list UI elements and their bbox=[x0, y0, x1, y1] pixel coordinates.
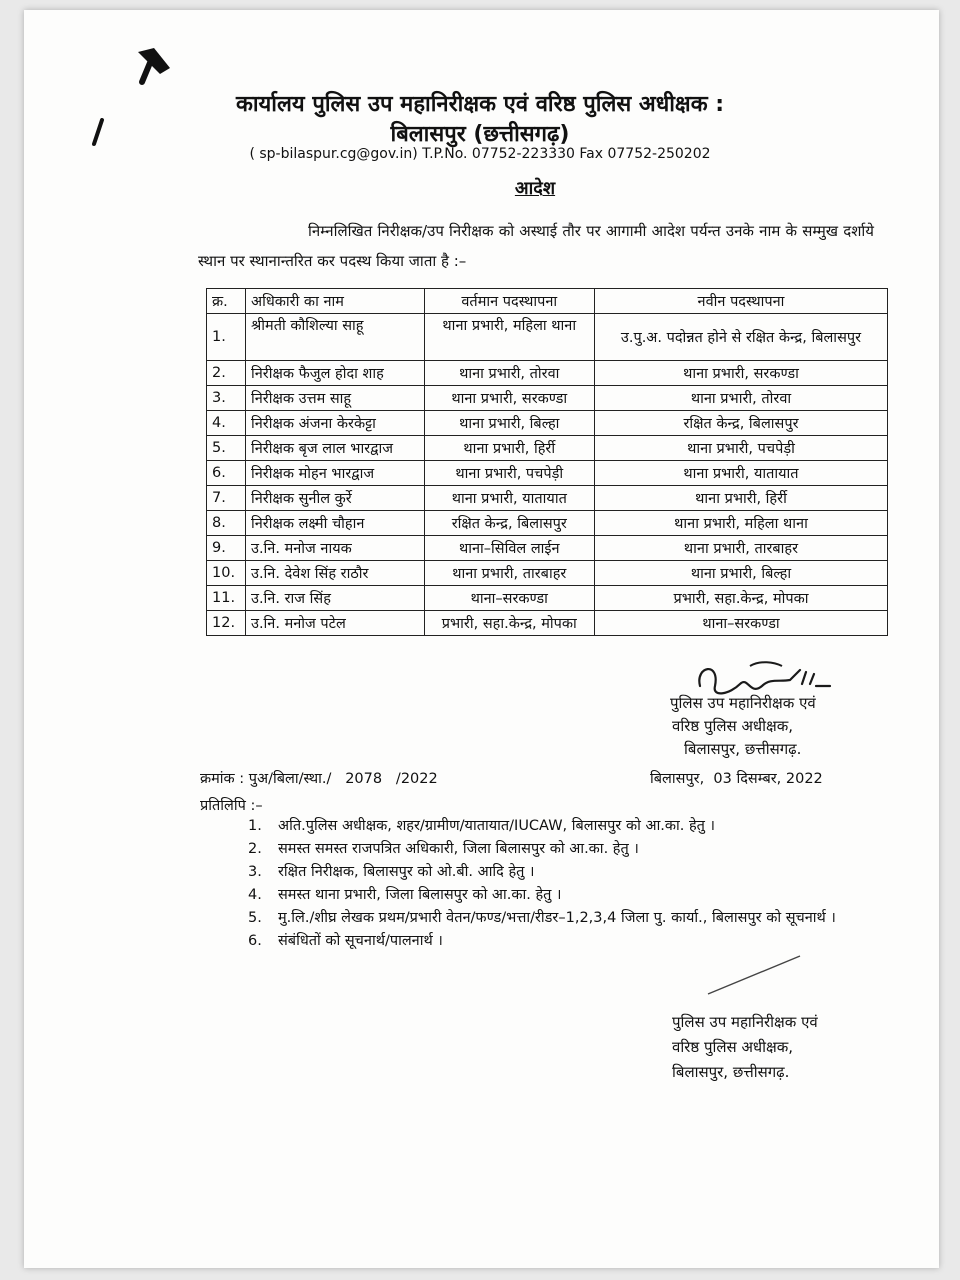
signature-designation: पुलिस उप महानिरीक्षक एवं bbox=[672, 1013, 818, 1031]
row-serial: 4. bbox=[207, 411, 246, 436]
row-new: प्रभारी, सहा.केन्द्र, मोपका bbox=[594, 586, 887, 611]
list-item bbox=[248, 861, 878, 884]
row-new: थाना प्रभारी, पचपेड़ी bbox=[594, 436, 887, 461]
row-serial: 6. bbox=[207, 461, 246, 486]
col-header-current: वर्तमान पदस्थापना bbox=[424, 289, 594, 314]
row-name: उ.नि. मनोज पटेल bbox=[246, 611, 425, 636]
table-row bbox=[207, 361, 888, 386]
row-new: थाना प्रभारी, सरकण्डा bbox=[594, 361, 887, 386]
table-header-row bbox=[207, 289, 888, 314]
row-new: थाना प्रभारी, तारबाहर bbox=[594, 536, 887, 561]
row-current: थाना प्रभारी, महिला थाना bbox=[424, 314, 594, 361]
office-city: बिलासपुर (छत्तीसगढ़) bbox=[390, 122, 570, 147]
list-item-number: 1. bbox=[248, 818, 262, 834]
row-name: निरीक्षक फैजुल होदा शाह bbox=[246, 361, 425, 386]
row-name: उ.नि. मनोज नायक bbox=[246, 536, 425, 561]
list-item-text: समस्त समस्त राजपत्रित अधिकारी, जिला बिलासपुर को आ.का. हेतु । bbox=[278, 841, 639, 857]
row-serial: 9. bbox=[207, 536, 246, 561]
list-item-number: 5. bbox=[248, 910, 262, 926]
row-serial: 3. bbox=[207, 386, 246, 411]
order-date: बिलासपुर, 03 दिसम्बर, 2022 bbox=[650, 771, 823, 787]
signature-block-2 bbox=[672, 1010, 818, 1085]
row-current: थाना प्रभारी, सरकण्डा bbox=[424, 386, 594, 411]
table-row bbox=[207, 561, 888, 586]
list-item-number: 6. bbox=[248, 933, 262, 949]
copy-to-list bbox=[248, 815, 878, 953]
row-serial: 7. bbox=[207, 486, 246, 511]
signature-designation: वरिष्ठ पुलिस अधीक्षक, bbox=[672, 1038, 794, 1056]
list-item-text: अति.पुलिस अधीक्षक, शहर/ग्रामीण/यातायात/IUCAW, बिलासपुर को आ.का. हेतु । bbox=[278, 818, 716, 834]
table-row bbox=[207, 314, 888, 361]
office-heading: कार्यालय पुलिस उप महानिरीक्षक एवं वरिष्ठ पुलिस अधीक्षक : bbox=[235, 92, 725, 117]
transfer-table bbox=[206, 288, 888, 636]
row-name: निरीक्षक सुनील कुर्रे bbox=[246, 486, 425, 511]
row-new: थाना–सरकण्डा bbox=[594, 611, 887, 636]
row-name: निरीक्षक बृज लाल भारद्वाज bbox=[246, 436, 425, 461]
row-name: उ.नि. राज सिंह bbox=[246, 586, 425, 611]
row-serial: 2. bbox=[207, 361, 246, 386]
row-new: थाना प्रभारी, महिला थाना bbox=[594, 511, 887, 536]
row-name: श्रीमती कौशिल्या साहू bbox=[246, 314, 425, 361]
row-serial: 10. bbox=[207, 561, 246, 586]
list-item-number: 2. bbox=[248, 841, 262, 857]
row-new: उ.पु.अ. पदोन्नत होने से रक्षित केन्द्र, बिलासपुर bbox=[594, 314, 887, 361]
signature-location: बिलासपुर, छत्तीसगढ़. bbox=[672, 1063, 790, 1081]
table-row bbox=[207, 436, 888, 461]
col-header-new: नवीन पदस्थापना bbox=[594, 289, 887, 314]
signature-block-1 bbox=[670, 692, 816, 761]
row-current: थाना प्रभारी, पचपेड़ी bbox=[424, 461, 594, 486]
order-title: आदेश bbox=[514, 178, 556, 199]
list-item-text: समस्त थाना प्रभारी, जिला बिलासपुर को आ.का. हेतु । bbox=[278, 887, 562, 903]
list-item-number: 4. bbox=[248, 887, 262, 903]
row-name: निरीक्षक लक्ष्मी चौहान bbox=[246, 511, 425, 536]
row-name: निरीक्षक उत्तम साहू bbox=[246, 386, 425, 411]
row-current: थाना–सरकण्डा bbox=[424, 586, 594, 611]
row-name: उ.नि. देवेश सिंह राठौर bbox=[246, 561, 425, 586]
list-item-text: मु.लि./शीघ्र लेखक प्रथम/प्रभारी वेतन/फण्ड/भत्ता/रीडर–1,2,3,4 जिला पु. कार्या., बिलासपुर को सूचनार्थ । bbox=[278, 910, 836, 926]
list-item-text: रक्षित निरीक्षक, बिलासपुर को ओ.बी. आदि हेतु । bbox=[278, 864, 535, 880]
row-name: निरीक्षक मोहन भारद्वाज bbox=[246, 461, 425, 486]
table-row bbox=[207, 586, 888, 611]
row-current: थाना प्रभारी, तारबाहर bbox=[424, 561, 594, 586]
row-serial: 5. bbox=[207, 436, 246, 461]
row-current: थाना प्रभारी, हिर्री bbox=[424, 436, 594, 461]
copy-to-label: प्रतिलिपि :– bbox=[200, 798, 263, 814]
col-header-name: अधिकारी का नाम bbox=[246, 289, 425, 314]
table-row bbox=[207, 511, 888, 536]
list-item-text: संबंधितों को सूचनार्थ/पालनार्थ । bbox=[278, 933, 443, 949]
row-serial: 8. bbox=[207, 511, 246, 536]
table-row bbox=[207, 611, 888, 636]
office-contact: ( sp-bilaspur.cg@gov.in) T.P.No. 07752-223330 Fax 07752-250202 bbox=[249, 146, 711, 162]
signature-designation: पुलिस उप महानिरीक्षक एवं bbox=[670, 694, 816, 712]
table-row bbox=[207, 411, 888, 436]
row-new: रक्षित केन्द्र, बिलासपुर bbox=[594, 411, 887, 436]
row-new: थाना प्रभारी, तोरवा bbox=[594, 386, 887, 411]
row-serial: 11. bbox=[207, 586, 246, 611]
handwritten-stroke bbox=[700, 950, 810, 1000]
row-current: थाना प्रभारी, तोरवा bbox=[424, 361, 594, 386]
signature-location: बिलासपुर, छत्तीसगढ़. bbox=[684, 740, 802, 758]
list-item bbox=[248, 838, 878, 861]
row-current: प्रभारी, सहा.केन्द्र, मोपका bbox=[424, 611, 594, 636]
signature-designation: वरिष्ठ पुलिस अधीक्षक, bbox=[672, 717, 794, 735]
order-reference-number: क्रमांक : पुअ/बिला/स्था./ 2078 /2022 bbox=[200, 771, 438, 787]
list-item bbox=[248, 815, 878, 838]
col-header-serial: क्र. bbox=[207, 289, 246, 314]
list-item bbox=[248, 884, 878, 907]
order-intro: निम्नलिखित निरीक्षक/उप निरीक्षक को अस्थाई तौर पर आगामी आदेश पर्यन्त उनके नाम के सम्मुख दर्शाये स्थान पर स्थानान्तरित कर पदस्थ किया जाता है :– bbox=[198, 222, 874, 270]
list-item-number: 3. bbox=[248, 864, 262, 880]
row-current: रक्षित केन्द्र, बिलासपुर bbox=[424, 511, 594, 536]
row-current: थाना–सिविल लाईन bbox=[424, 536, 594, 561]
table-row bbox=[207, 536, 888, 561]
row-current: थाना प्रभारी, बिल्हा bbox=[424, 411, 594, 436]
row-serial: 12. bbox=[207, 611, 246, 636]
row-new: थाना प्रभारी, बिल्हा bbox=[594, 561, 887, 586]
row-new: थाना प्रभारी, यातायात bbox=[594, 461, 887, 486]
table-row bbox=[207, 486, 888, 511]
row-new: थाना प्रभारी, हिर्री bbox=[594, 486, 887, 511]
table-row bbox=[207, 461, 888, 486]
table-row bbox=[207, 386, 888, 411]
list-item bbox=[248, 907, 878, 930]
row-serial: 1. bbox=[207, 314, 246, 361]
row-current: थाना प्रभारी, यातायात bbox=[424, 486, 594, 511]
row-name: निरीक्षक अंजना केरकेट्टा bbox=[246, 411, 425, 436]
